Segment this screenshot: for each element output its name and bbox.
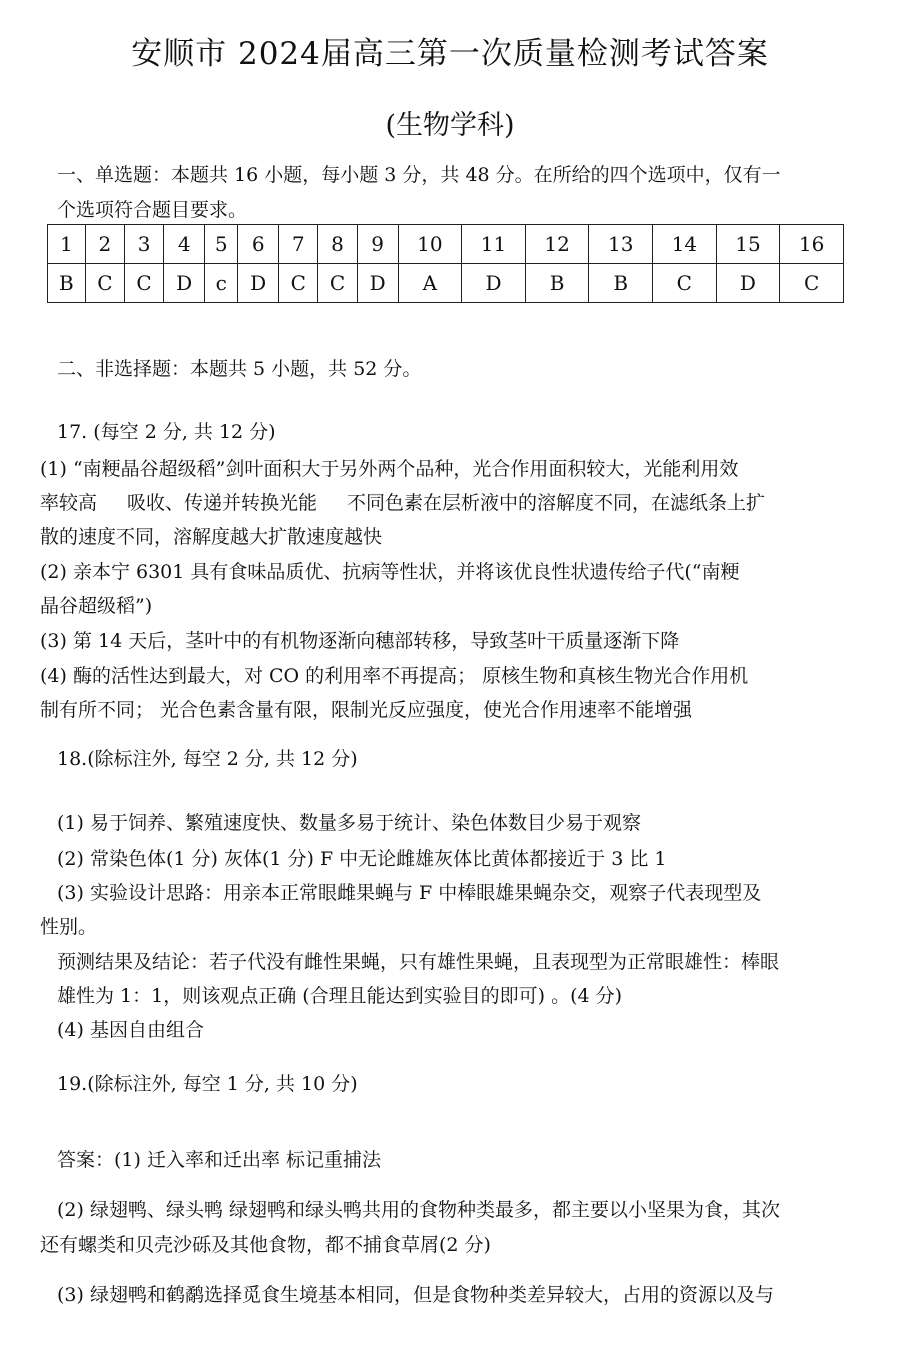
q17-line: (3) 第 14 天后，茎叶中的有机物逐渐向穗部转移，导致茎叶干质量逐渐下降 (40, 630, 680, 652)
q18-line: 雄性为 1：1，则该观点正确 (合理且能达到实验目的即可) 。(4 分) (57, 985, 623, 1007)
answer-cell: c (205, 264, 238, 303)
answer-cell: B (48, 264, 86, 303)
question-number: 11 (462, 225, 526, 264)
question-number-row (48, 225, 844, 264)
question-number: 5 (205, 225, 238, 264)
question-number: 3 (124, 225, 163, 264)
q17-line: (2) 亲本宁 6301 具有食味品质优、抗病等性状，并将该优良性状遗传给子代(“南粳 (40, 561, 740, 583)
answer-cell: D (357, 264, 398, 303)
answer-cell: D (462, 264, 526, 303)
answer-cell: C (318, 264, 357, 303)
section1-intro-line1: 一、单选题：本题共 16 小题，每小题 3 分，共 48 分。在所给的四个选项中，仅有一 (57, 164, 781, 186)
q19-line: 答案：(1) 迁入率和迁出率 标记重捕法 (57, 1149, 381, 1171)
question-number: 8 (318, 225, 357, 264)
q18-line: (3) 实验设计思路：用亲本正常眼雌果蝇与 F 中棒眼雄果蝇杂交，观察子代表现型及 (57, 882, 762, 904)
section2-intro: 二、非选择题：本题共 5 小题，共 52 分。 (57, 358, 422, 380)
answer-cell: D (164, 264, 205, 303)
q18-line: 预测结果及结论：若子代没有雌性果蝇，只有雄性果蝇，且表现型为正常眼雄性：棒眼 (57, 951, 780, 973)
answer-cell: B (525, 264, 589, 303)
q17-line (40, 486, 765, 520)
section1-intro-line2: 个选项符合题目要求。 (57, 199, 248, 221)
q17-line: (1) “南粳晶谷超级稻”剑叶面积大于另外两个品种，光合作用面积较大，光能利用效 (40, 458, 739, 480)
answer-cell: C (85, 264, 124, 303)
q17-header: 17. (每空 2 分, 共 12 分) (57, 421, 276, 443)
answer-cell: C (124, 264, 163, 303)
document-title: 安顺市 2024届高三第一次质量检测考试答案 (131, 36, 769, 72)
q19-line: 还有螺类和贝壳沙砾及其他食物，都不捕食草屑(2 分) (40, 1234, 491, 1256)
answer-cell: C (780, 264, 844, 303)
question-number: 15 (716, 225, 780, 264)
question-number: 2 (85, 225, 124, 264)
q17-line: 散的速度不同，溶解度越大扩散速度越快 (40, 526, 383, 548)
q18-line: (1) 易于饲养、繁殖速度快、数量多易于统计、染色体数目少易于观察 (57, 812, 641, 834)
q17-answer-segment: 吸收、传递并转换光能 (127, 492, 318, 514)
q19-line: (3) 绿翅鸭和鹤鹬选择觅食生境基本相同，但是食物种类差异较大，占用的资源以及与 (57, 1284, 774, 1306)
q17-line: 制有所不同； 光合色素含量有限，限制光反应强度，使光合作用速率不能增强 (40, 699, 693, 721)
question-number: 9 (357, 225, 398, 264)
question-number: 4 (164, 225, 205, 264)
answer-cell: A (398, 264, 462, 303)
question-number: 1 (48, 225, 86, 264)
question-number: 13 (589, 225, 653, 264)
q18-line: (4) 基因自由组合 (57, 1019, 204, 1041)
answer-cell: D (238, 264, 279, 303)
answer-cell: C (653, 264, 717, 303)
answer-cell: C (279, 264, 318, 303)
question-number: 7 (279, 225, 318, 264)
q17-answer-segment: 不同色素在层析液中的溶解度不同，在滤纸条上扩 (347, 492, 766, 514)
q19-header: 19.(除标注外, 每空 1 分, 共 10 分) (57, 1073, 358, 1095)
answer-row (48, 264, 844, 303)
q18-line: (2) 常染色体(1 分) 灰体(1 分) F 中无论雌雄灰体比黄体都接近于 3 比 1 (57, 848, 667, 870)
answer-cell: B (589, 264, 653, 303)
document-subtitle: (生物学科) (385, 110, 515, 141)
q17-answer-segment: 率较高 (40, 492, 98, 514)
q18-header: 18.(除标注外, 每空 2 分, 共 12 分) (57, 748, 358, 770)
question-number: 10 (398, 225, 462, 264)
question-number: 16 (780, 225, 844, 264)
question-number: 6 (238, 225, 279, 264)
question-number: 12 (525, 225, 589, 264)
q18-line: 性别。 (40, 916, 98, 938)
answer-cell: D (716, 264, 780, 303)
q19-line: (2) 绿翅鸭、绿头鸭 绿翅鸭和绿头鸭共用的食物种类最多，都主要以小坚果为食，其次 (57, 1199, 780, 1221)
question-number: 14 (653, 225, 717, 264)
q17-line: (4) 酶的活性达到最大，对 CO 的利用率不再提高； 原核生物和真核生物光合作用机 (40, 665, 749, 687)
answer-table (47, 224, 844, 303)
q17-line: 晶谷超级稻”) (40, 595, 153, 617)
